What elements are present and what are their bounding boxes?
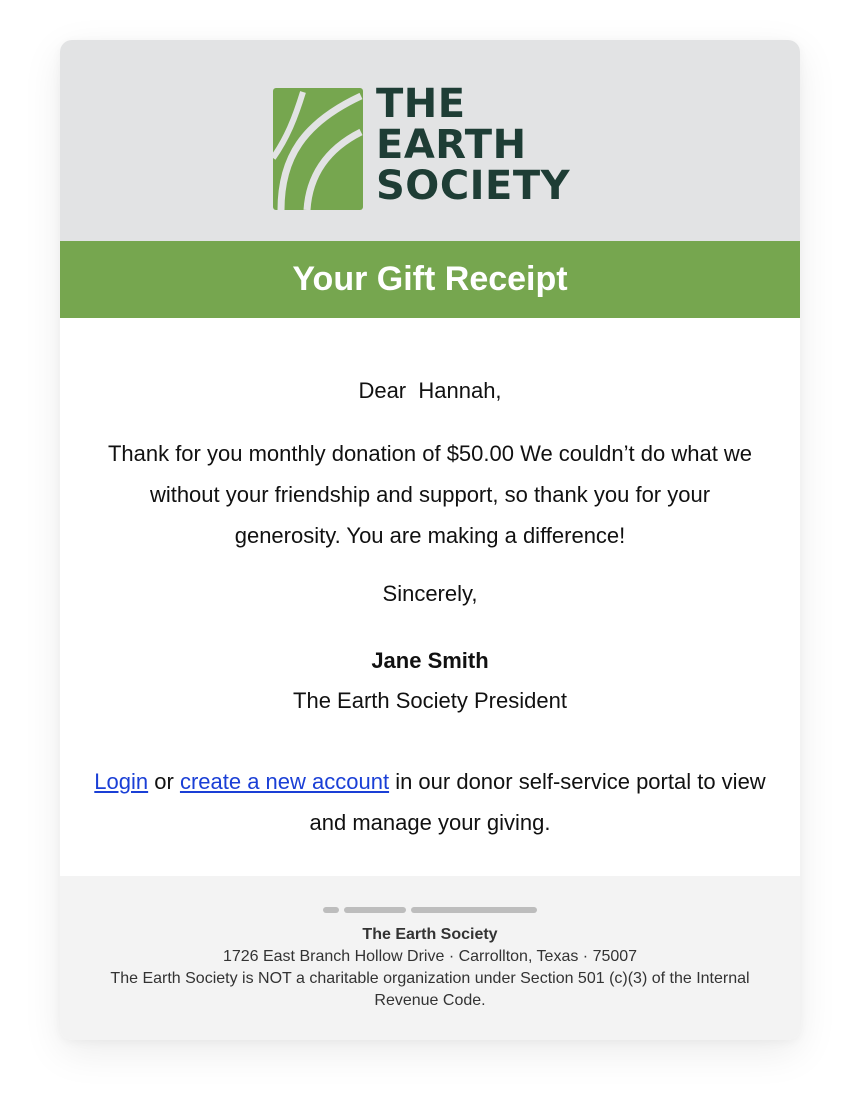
- leaf-icon: [273, 88, 363, 210]
- banner-title: Your Gift Receipt: [292, 260, 568, 298]
- letter-body: [60, 318, 800, 876]
- login-link[interactable]: Login: [94, 769, 149, 794]
- logo-line-2: EARTH: [376, 122, 527, 168]
- divider-bar: [344, 907, 406, 913]
- create-account-link[interactable]: create a new account: [179, 769, 390, 794]
- logo-line-3: SOCIETY: [376, 163, 571, 209]
- logo-line-1: THE: [376, 81, 466, 127]
- footer-address: 1726 East Branch Hollow Drive · Carrollton, Texas · 75007: [222, 948, 638, 965]
- greeting-text: Dear Hannah,: [358, 378, 502, 403]
- footer: [60, 876, 800, 1040]
- portal-rest-text: in our donor self-service portal to view and manage your giving.: [309, 769, 766, 835]
- footer-org-name: The Earth Society: [362, 926, 498, 943]
- footer-disclaimer: The Earth Society is NOT a charitable organization under Section 501 (c)(3) of the Internal Revenue Code.: [110, 970, 750, 1009]
- footer-divider: [60, 907, 800, 913]
- signer-title: The Earth Society President: [293, 688, 567, 713]
- signer-name: Jane Smith: [371, 648, 489, 673]
- donation-message: Thank for you monthly donation of $50.00 We couldn’t do what we without your friendship and support, so thank you for your generosity. You are making a difference!: [107, 441, 753, 548]
- divider-bar: [323, 907, 339, 913]
- divider-bar: [411, 907, 537, 913]
- portal-or-text: or: [148, 769, 180, 794]
- closing-text: Sincerely,: [382, 581, 478, 606]
- receipt-banner: [60, 241, 800, 318]
- portal-message: [80, 761, 780, 843]
- logo-header: [60, 40, 800, 241]
- logo-wordmark: [376, 81, 571, 209]
- email-card: [60, 40, 800, 1040]
